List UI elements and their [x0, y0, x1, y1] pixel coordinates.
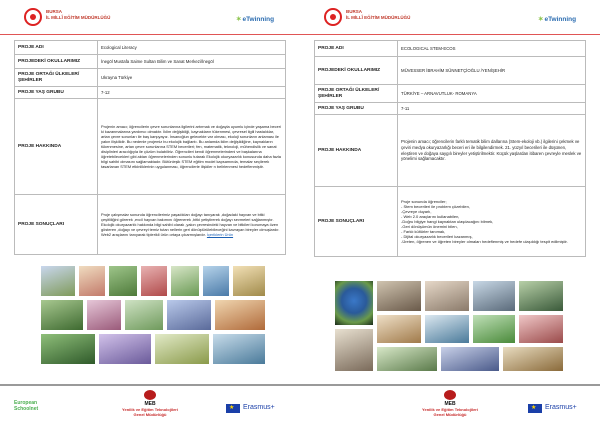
row-value: Projenin amacı; öğrencilerin farklı tematik bilim dallarına (Stem-ekoloji vb.) ilgilerini çekmek ve çeviri medya okuryazarlığı beceri eri ile bilgilendirmek. 21. yüzyıl becerileri ile düşünen, eleştiren ve doğaya saygılı bireyler yetiştirilmektir. Küçük yaşlardan itibaren çevreyle meslek ve yönelimi sağlamacaktır. — [398, 115, 586, 187]
project-logo-image — [334, 280, 374, 326]
activity-photo — [214, 299, 266, 331]
table-row — [15, 99, 286, 195]
activity-photo — [124, 299, 164, 331]
photo-collage — [334, 280, 564, 372]
meb-emblem-icon — [144, 390, 156, 400]
photo-collage — [40, 265, 268, 365]
row-value: İnegöl Mustafa Saime Sultan Bilim ve Sanat Merkezi/İnegöl — [98, 55, 286, 69]
table-row — [15, 195, 286, 255]
row-label: PROJE ADI — [315, 41, 398, 57]
etwinning-star-icon: ✶ — [236, 16, 242, 23]
activity-photo — [376, 314, 422, 344]
row-label: PROJEDEKİ OKULLARIMIZ — [315, 57, 398, 85]
page-footer — [300, 374, 600, 424]
activity-photo — [212, 333, 266, 365]
header-divider — [300, 34, 600, 35]
etwinning-logo: ✶eTwinning — [538, 16, 577, 23]
row-value: Projenin amacı; öğrencilerin çevre sorunlarına ilgilerini artırmak ve doğayla uyumlu içinde yaşama beceri ki kazanmalarına yardımcı olmaktır. İklim değişikliği, kaynakların tükenmesi, çevresel ilgili hastalıklar, artan çevre sorunları ile baş karşıyayız. İnsanoğlun gelecekte var olması, ekoloji sorunların anlaması ile yakın ilişkilidir. Bu nedenle projemiz bu ekolojik bağlantı. Bu anlamda iklim değişikliğine, kaynakların tükenmesine, artan çevre sorunlarına STEM becerileri; fen, matematik, teknoloji, mühendislik ve sanat disiplinleri aracılığıyla ile çözüm bulabiliriz. Öğrencileri kendi öğrenmelerindeni ve başkalarına öğretebilecekleri gibi aktarı öğrenmelerinden sonunlu tutarak Ekolojik okuryazarlık konusunda daha fazla bilgi sahibi olmasını sağlamaktadır. Bütünleşik STEM eğitim model kapsamında, temalar seçilerek tasarlanan STEM etkinliklerinin uygulanması, öğrencilerle ilişkiler n belirlenmesi hedeflenmiştir. — [98, 99, 286, 195]
activity-photo — [202, 265, 230, 297]
table-row — [15, 55, 286, 69]
project-table — [314, 40, 586, 257]
footer-divider — [0, 384, 300, 386]
activity-photo — [86, 299, 122, 331]
row-label: PROJE ORTAĞI ÜLKELER/ŞEHİRLER — [15, 69, 98, 87]
activity-photo — [40, 299, 84, 331]
row-label: PROJE SONUÇLARI — [315, 187, 398, 257]
row-label: PROJE YAŞ GRUBU — [15, 87, 98, 99]
row-value: TÜRKİYE – ARNAVUTLUK- ROMANYA — [398, 85, 586, 103]
activity-photo — [334, 328, 374, 372]
table-row — [315, 41, 586, 57]
activity-photo — [170, 265, 200, 297]
page-header — [300, 6, 600, 36]
row-value: Proje sonunda öğrenciler; - Stem becerileri ile problem çözebilen, -Çevreye duyarlı, - Web 2.0 araçlarını kullanabilen, -Doğru bilgiye hangi kaynaktan ulaşılacağını bilmek, -Geri dönüşümün önemini bilen, - Farklı kültürler tanımak, - Dijital okuryazarlık becerileri kazanmış, -Üreten, öğrenen ve öğreten bireyler olmaları hedeflenmiş ve hedefe ulaşıldığı tespit edilmiştir. — [398, 187, 586, 257]
activity-photo — [166, 299, 212, 331]
activity-photo — [232, 265, 266, 297]
ministry-name: BURSA İL MİLLÎ EĞİTİM MÜDÜRLÜĞÜ — [46, 9, 111, 20]
footer-divider — [300, 384, 600, 386]
activity-photo — [424, 314, 470, 344]
activity-photo — [78, 265, 106, 297]
row-value: Ecological Literacy — [98, 41, 286, 55]
ministry-seal-icon — [324, 8, 342, 26]
row-value: ECOLOGICAL STEM-ECOS — [398, 41, 586, 57]
row-value-cell — [98, 195, 286, 255]
eu-flag-icon — [528, 404, 542, 413]
table-row — [315, 85, 586, 103]
results-link[interactable]: İçeriklerin Ürün — [206, 232, 234, 237]
project-table — [14, 40, 286, 255]
eu-flag-icon — [226, 404, 240, 413]
activity-photo — [108, 265, 138, 297]
activity-photo — [472, 280, 516, 312]
table-row — [315, 103, 586, 115]
ministry-seal-icon — [24, 8, 42, 26]
row-label: PROJE ADI — [15, 41, 98, 55]
activity-photo — [518, 314, 564, 344]
right-page — [300, 0, 600, 424]
activity-photo — [376, 346, 438, 372]
page-footer — [0, 374, 300, 424]
table-row — [15, 69, 286, 87]
activity-photo — [424, 280, 470, 312]
meb-logo: MEB Yenilik ve Eğitim Teknolojileri Genel Müdürlüğü — [115, 390, 185, 417]
erasmus-logo: Erasmus+ — [545, 404, 577, 411]
table-row — [315, 115, 586, 187]
table-row — [315, 57, 586, 85]
activity-photo — [140, 265, 168, 297]
row-label: PROJE HAKKINDA — [315, 115, 398, 187]
row-label: PROJE HAKKINDA — [15, 99, 98, 195]
meb-logo: MEB Yenilik ve Eğitim Teknolojileri Genel Müdürlüğü — [415, 390, 485, 417]
activity-photo — [472, 314, 516, 344]
erasmus-logo: Erasmus+ — [243, 404, 275, 411]
table-row — [15, 87, 286, 99]
row-label: PROJEDEKİ OKULLARIMIZ — [15, 55, 98, 69]
row-value: Proje çalışmalar sonunda öğrencilerimiz yaşadıkları doğayı tanıyarak ,doğadaki hayvan ve bitki çeşitliliğini görerek ,evcil hayvan bakımını öğrenerek ,bitki yetiştirerek doğayı sevmeleri sağlanmıştır. Ekolojik okuryazarlık hakkında bilgi sahibi olarak ,yakın çevresindeki hayvan ve bitkileri korumaya özen gösteren ,doğayı ve çevreyi temiz tutan nellerin geri dönüştürülebileceğini kavrayan bireyler olmuşlardır. Web2 araçlarını tanıyarak tiplerikli ürün ortaya çıkarmışlardır. — [101, 212, 280, 237]
meb-emblem-icon — [444, 390, 456, 400]
row-label: PROJE YAŞ GRUBU — [315, 103, 398, 115]
row-value: MÜVESSER İBRAHİM SÜNNETÇİOĞLU /YENİŞEHİR — [398, 57, 586, 85]
row-value: Ukrayna Türkiye — [98, 69, 286, 87]
row-value: 7-12 — [98, 87, 286, 99]
etwinning-star-icon: ✶ — [538, 16, 544, 23]
activity-photo — [440, 346, 500, 372]
activity-photo — [98, 333, 152, 365]
activity-photo — [40, 333, 96, 365]
row-value: 7-11 — [398, 103, 586, 115]
row-label: PROJE SONUÇLARI — [15, 195, 98, 255]
activity-photo — [154, 333, 210, 365]
activity-photo — [518, 280, 564, 312]
row-label: PROJE ORTAĞI ÜLKELER/ŞEHİRLER — [315, 85, 398, 103]
activity-photo — [40, 265, 76, 297]
activity-photo — [502, 346, 564, 372]
ministry-name: BURSA İL MİLLÎ EĞİTİM MÜDÜRLÜĞÜ — [346, 9, 411, 20]
header-divider — [0, 34, 300, 35]
page-header — [0, 6, 300, 36]
european-schoolnet-logo: European Schoolnet — [14, 400, 39, 412]
activity-photo — [376, 280, 422, 312]
etwinning-logo: ✶eTwinning — [236, 16, 275, 23]
table-row — [315, 187, 586, 257]
table-row — [15, 41, 286, 55]
